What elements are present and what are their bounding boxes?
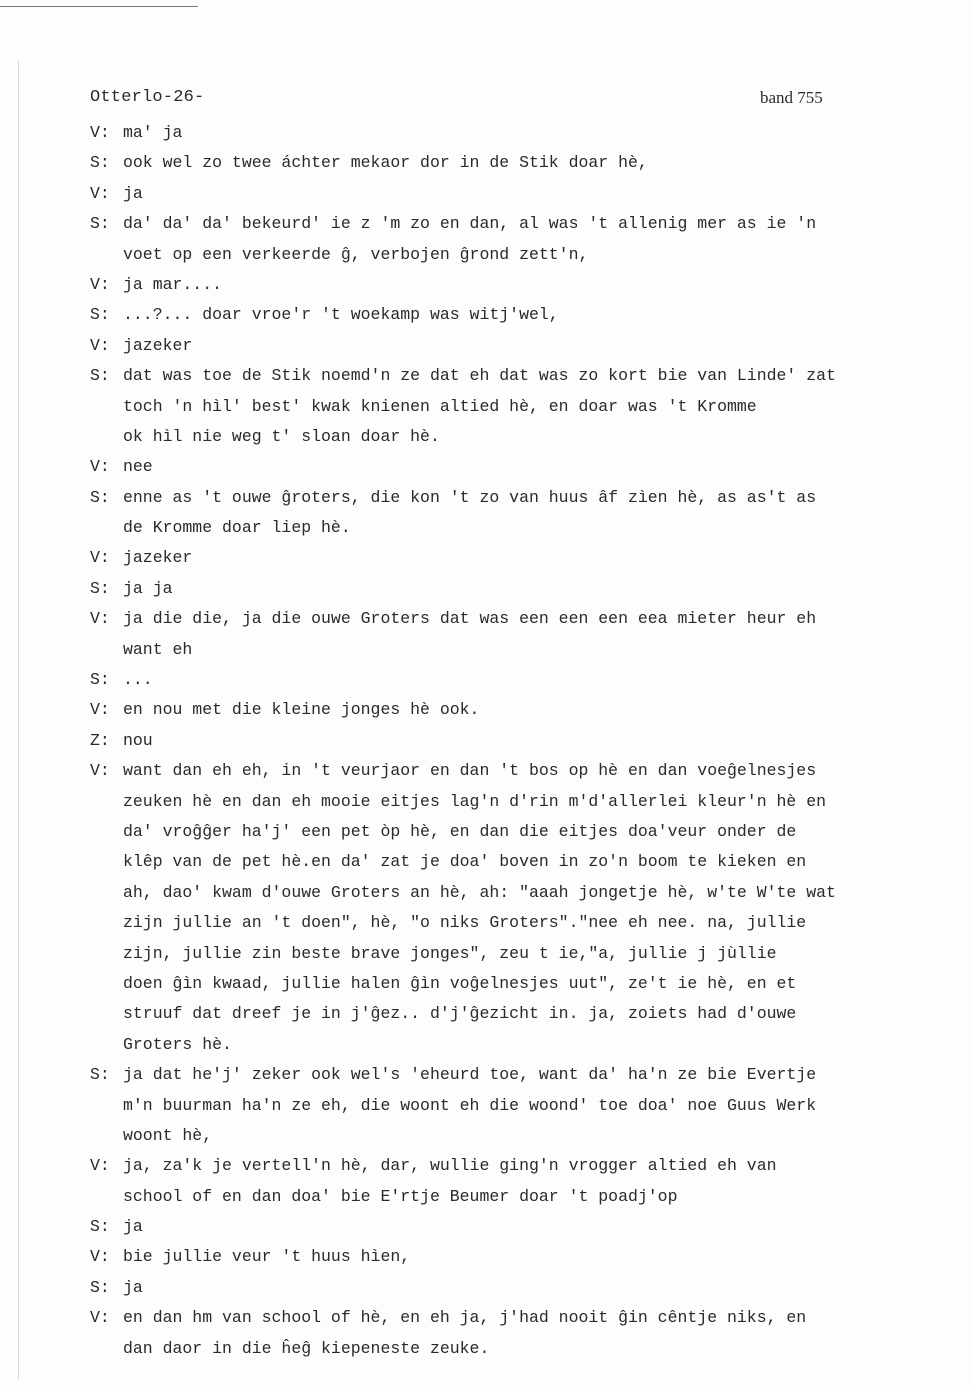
utterance-text: jazeker — [123, 548, 193, 568]
utterance-text: nee — [123, 457, 153, 477]
utterance-text: ja — [123, 183, 143, 203]
utterance-text: da' da' da' bekeurd' ie z 'm zo en dan, al was 't allenig mer as ie 'n — [123, 214, 817, 234]
document-id: Otterlo-26- — [90, 88, 205, 107]
transcript-line — [90, 1151, 950, 1181]
utterance-text: enne as 't ouwe ĝroters, die kon 't zo van huus âf zìen hè, as as't as — [123, 487, 817, 507]
utterance-text: struuf dat dreef je in j'ĝez.. d'j'ĝezicht in. ja, zoiets had d'ouwe — [123, 1004, 797, 1024]
speaker-label: S: — [90, 1277, 110, 1297]
transcript-line — [90, 543, 950, 573]
speaker-label: S: — [90, 670, 110, 690]
transcript-line — [90, 392, 950, 422]
utterance-text: bie jullie veur 't huus hìen, — [123, 1247, 411, 1267]
transcript-line — [90, 695, 950, 725]
transcript-line — [90, 483, 950, 513]
transcript-line — [90, 361, 950, 391]
speaker-label: V: — [90, 1308, 110, 1328]
transcript-body — [90, 118, 950, 1364]
utterance-text: ja — [123, 1217, 143, 1237]
transcript-line — [90, 1212, 950, 1242]
utterance-text: dan daor in die ĥeĝ kiepeneste zeuke. — [123, 1338, 490, 1358]
utterance-text: woont hè, — [123, 1125, 213, 1145]
transcript-line — [90, 270, 950, 300]
transcript-line — [90, 1273, 950, 1303]
transcript-line — [90, 422, 950, 452]
utterance-text: klêp van de pet hè.en da' zat je doa' boven in zo'n boom te kieken en — [123, 852, 807, 872]
transcript-line — [90, 604, 950, 634]
utterance-text: school of en dan doa' bie E'rtje Beumer doar 't poadj'op — [123, 1186, 678, 1206]
speaker-label: S: — [90, 366, 110, 386]
transcript-line — [90, 726, 950, 756]
utterance-text: toch 'n hìl' best' kwak knienen altied hè, en doar was 't Kromme — [123, 396, 757, 416]
transcript-line — [90, 300, 950, 330]
utterance-text: ... — [123, 670, 153, 690]
utterance-text: ja ja — [123, 578, 173, 598]
speaker-label: V: — [90, 183, 110, 203]
utterance-text: ja — [123, 1277, 143, 1297]
utterance-text: jazeker — [123, 335, 193, 355]
speaker-label: S: — [90, 578, 110, 598]
speaker-label: V: — [90, 609, 110, 629]
speaker-label: S: — [90, 305, 110, 325]
utterance-text: ...?... doar vroe'r 't woekamp was witj'wel, — [123, 305, 559, 325]
transcript-line — [90, 1091, 950, 1121]
utterance-text: ja mar.... — [123, 274, 223, 294]
utterance-text: nou — [123, 730, 153, 750]
transcript-line — [90, 787, 950, 817]
speaker-label: Z: — [90, 730, 110, 750]
utterance-text: ma' ja — [123, 123, 183, 142]
utterance-text: ah, dao' kwam d'ouwe Groters an hè, ah: "aaah jongetje hè, w'te W'te wat — [123, 882, 836, 902]
speaker-label: S: — [90, 153, 110, 173]
transcript-line — [90, 452, 950, 482]
utterance-text: ja dat he'j' zeker ook wel's 'eheurd toe, want da' ha'n ze bie Evertje — [123, 1065, 817, 1085]
utterance-text: ja die die, ja die ouwe Groters dat was een een een eea mieter heur eh — [123, 609, 817, 629]
utterance-text: ja, za'k je vertell'n hè, dar, wullie ging'n vrogger altied eh van — [123, 1156, 777, 1176]
transcript-line — [90, 878, 950, 908]
utterance-text: en nou met die kleine jonges hè ook. — [123, 700, 480, 720]
speaker-label: S: — [90, 1217, 110, 1237]
utterance-text: en dan hm van school of hè, en eh ja, j'had nooit ĝin cêntje niks, en — [123, 1308, 807, 1328]
transcript-line — [90, 1242, 950, 1272]
utterance-text: zijn, jullie zin beste brave jonges", zeu t ie,"a, jullie j jùllie — [123, 943, 777, 963]
transcript-line — [90, 179, 950, 209]
utterance-text: voet op een verkeerde ĝ, verbojen ĝrond zett'n, — [123, 244, 589, 264]
transcript-line — [90, 908, 950, 938]
utterance-text: doen ĝìn kwaad, jullie halen ĝìn voĝelnesjes uut", ze't ie hè, en et — [123, 973, 797, 993]
utterance-text: want eh — [123, 639, 193, 659]
speaker-label: V: — [90, 457, 110, 477]
utterance-text: zeuken hè en dan eh mooie eitjes lag'n d'rin m'd'allerlei kleur'n hè en — [123, 791, 827, 811]
transcript-line — [90, 1182, 950, 1212]
utterance-text: zijn jullie an 't doen", hè, "o niks Groters"."nee eh nee. na, jullie — [123, 913, 807, 933]
transcript-line — [90, 209, 950, 239]
transcript-line — [90, 1030, 950, 1060]
transcript-line — [90, 969, 950, 999]
transcript-line — [90, 1060, 950, 1090]
speaker-label: V: — [90, 1247, 110, 1267]
transcript-line — [90, 1334, 950, 1364]
transcript-line — [90, 1121, 950, 1151]
margin-mark — [18, 60, 19, 1380]
transcript-line — [90, 999, 950, 1029]
speaker-label: V: — [90, 761, 110, 781]
utterance-text: de Kromme doar liep hè. — [123, 518, 351, 538]
speaker-label: S: — [90, 214, 110, 234]
transcript-line — [90, 756, 950, 786]
transcript-line — [90, 939, 950, 969]
transcript-line — [90, 240, 950, 270]
transcript-line — [90, 1303, 950, 1333]
transcript-line — [90, 847, 950, 877]
speaker-label: V: — [90, 548, 110, 568]
utterance-text: dat was toe de Stik noemd'n ze dat eh dat was zo kort bie van Linde' zat — [123, 366, 836, 386]
utterance-text: ok hìl nie weg t' sloan doar hè. — [123, 426, 440, 446]
speaker-label: S: — [90, 487, 110, 507]
transcript-line — [90, 574, 950, 604]
transcript-line — [90, 148, 950, 178]
speaker-label: V: — [90, 700, 110, 720]
utterance-text: Groters hè. — [123, 1034, 232, 1054]
transcript-line — [90, 817, 950, 847]
speaker-label: S: — [90, 1065, 110, 1085]
utterance-text: want dan eh eh, in 't veurjaor en dan 't bos op hè en dan voeĝelnesjes — [123, 761, 817, 781]
transcript-line — [90, 635, 950, 665]
speaker-label: V: — [90, 1156, 110, 1176]
speaker-label: V: — [90, 123, 110, 142]
transcript-line — [90, 513, 950, 543]
utterance-text: da' vroĝĝer ha'j' een pet òp hè, en dan die eitjes doa'veur onder de — [123, 821, 797, 841]
tape-number: band 755 — [760, 88, 823, 107]
utterance-text: ook wel zo twee áchter mekaor dor in de Stik doar hè, — [123, 153, 648, 173]
transcript-line — [90, 665, 950, 695]
speaker-label: V: — [90, 335, 110, 355]
speaker-label: V: — [90, 274, 110, 294]
transcript-line — [90, 331, 950, 361]
top-rule — [0, 6, 198, 7]
utterance-text: m'n buurman ha'n ze eh, die woont eh die woond' toe doa' noe Guus Werk — [123, 1095, 817, 1115]
transcript-line — [90, 118, 950, 148]
